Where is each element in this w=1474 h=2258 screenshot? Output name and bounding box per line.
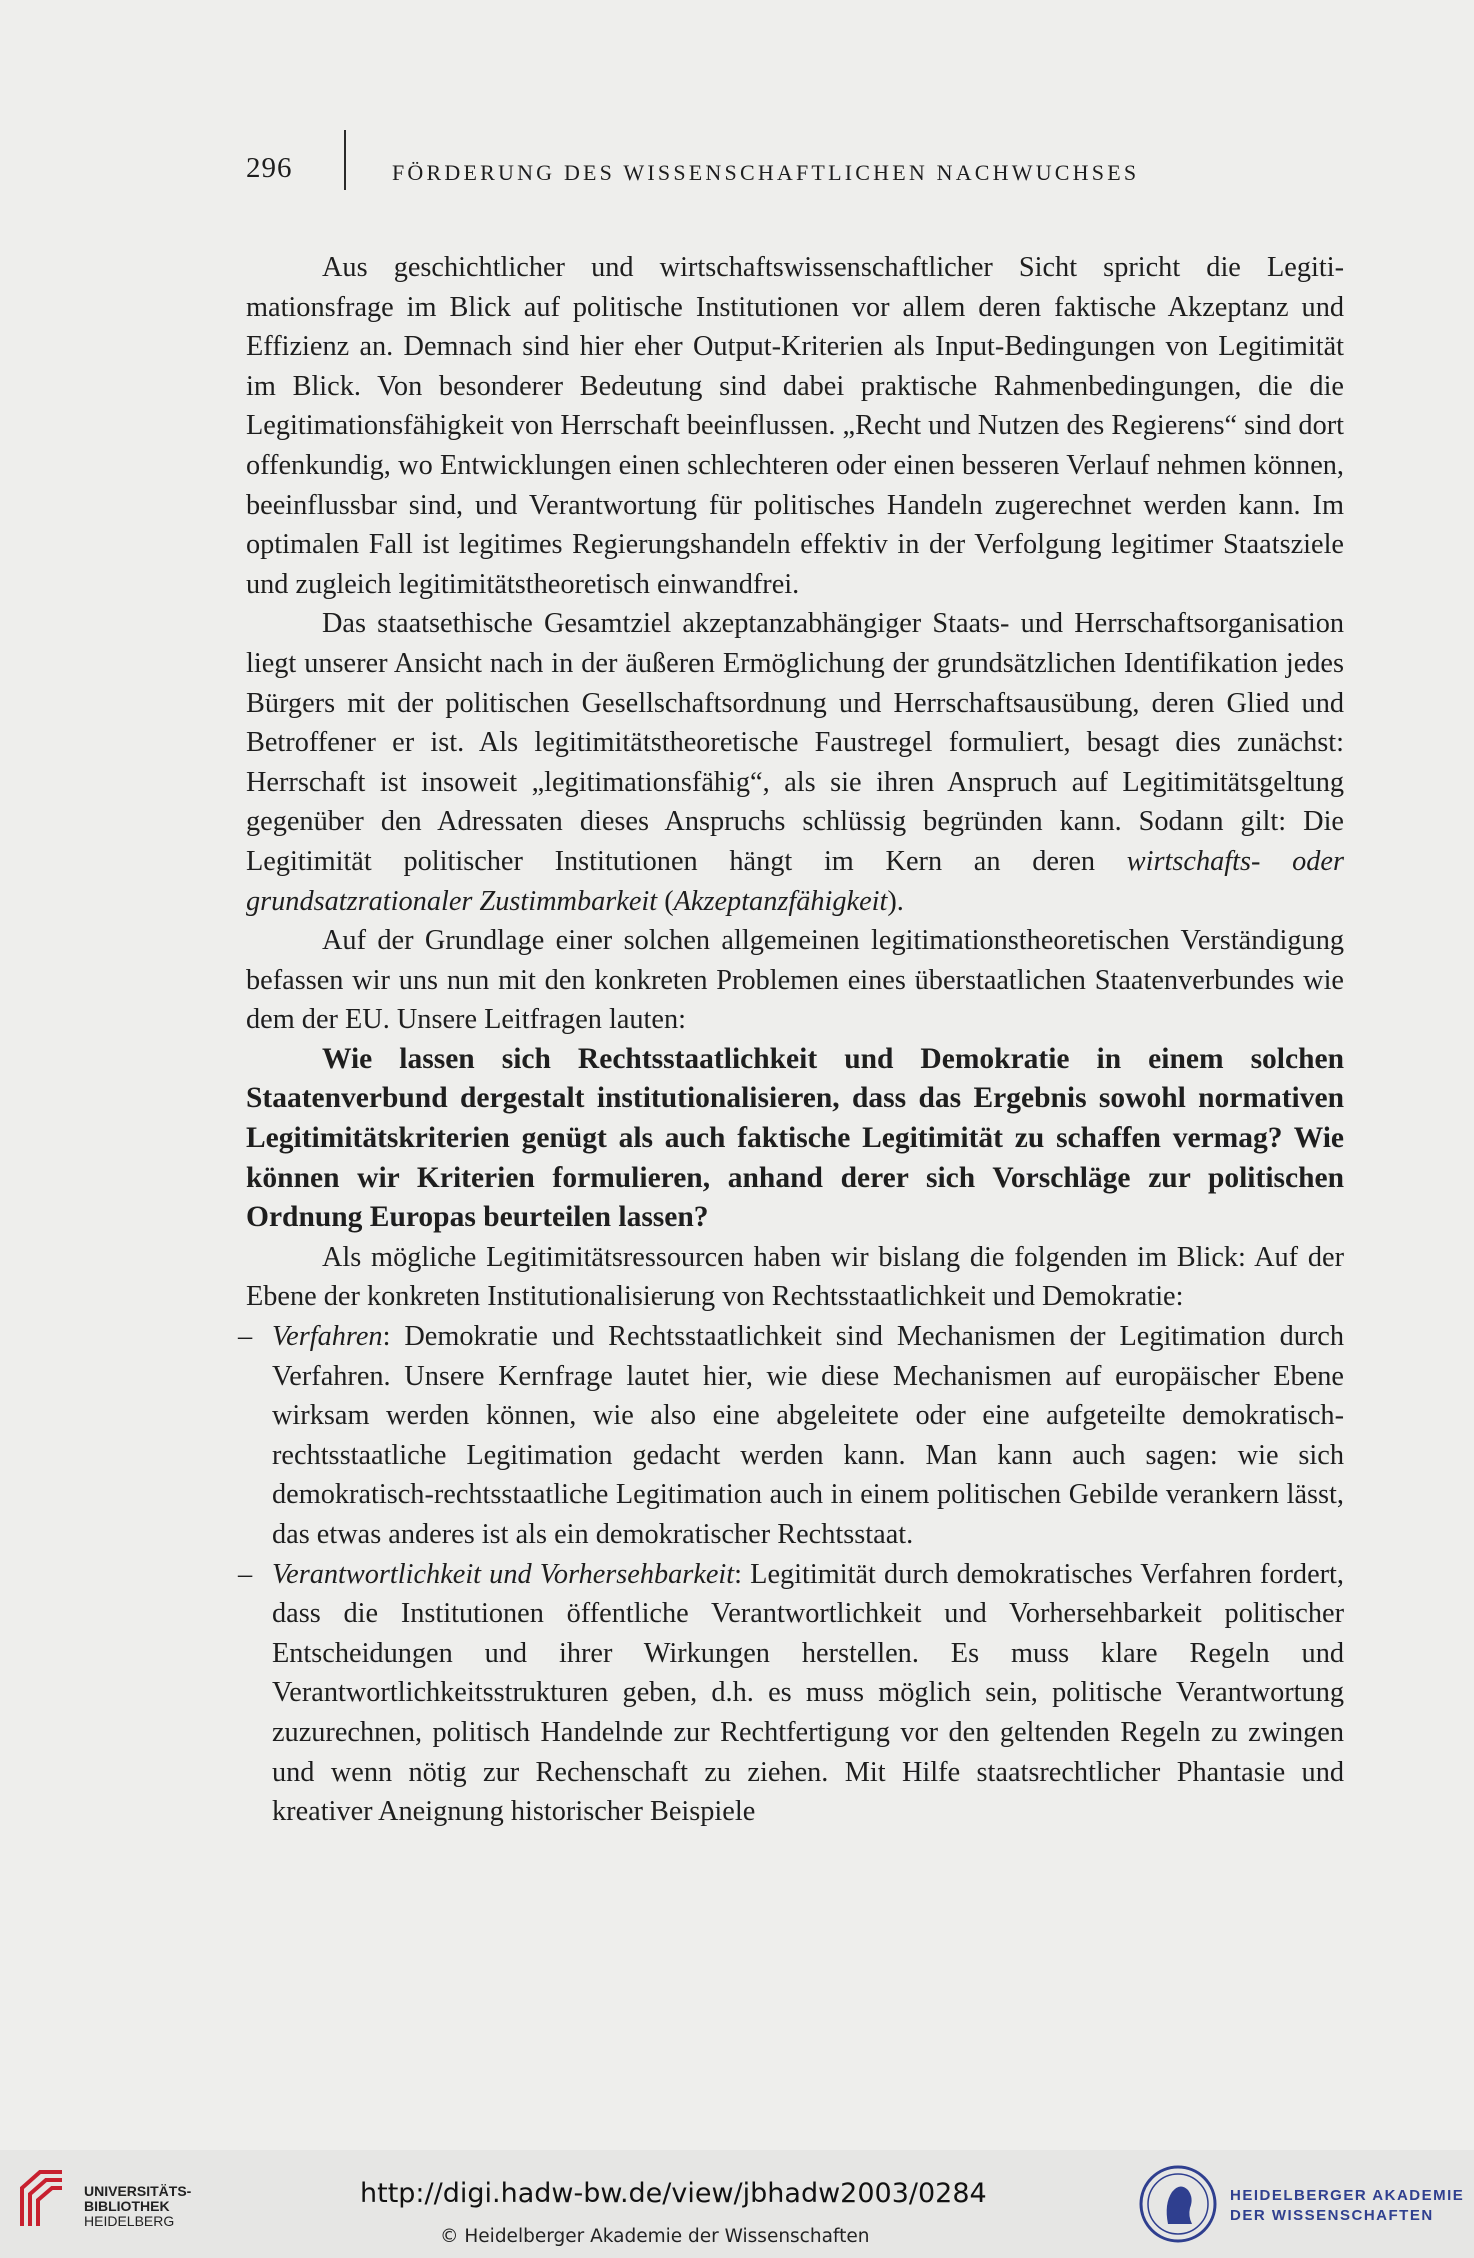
ub-line-2: BIBLIOTHEK — [84, 2198, 170, 2214]
main-text — [238, 248, 1344, 1832]
paragraph-2-italic-term: wirtschafts- oder grundsatzrationaler Zustimmbarkeit — [246, 845, 1344, 917]
list-item-term: Verfahren — [272, 1321, 383, 1353]
copyright-notice: © Heidelberger Akademie der Wissenschaften — [440, 2226, 870, 2247]
list-item-text: : Demokratie und Rechtsstaatlichkeit sind Mechanismen der Legitimation durch Verfahren. Unsere Kernfrage lautet hier, wie diese Mechanismen auf europäischer Ebene wirksam werden können, wie also eine abgeleitete oder eine aufgeteilte demokratisch-rechtsstaatliche Legitimation gedacht werden kann. Man kann auch sagen: wie sich demokratisch-rechtsstaatliche Legitimation auch in einem politischen Gebilde verankern lässt, das etwas anderes ist als ein demokratischer Rechtsstaat. — [272, 1321, 1344, 1550]
paragraph-3: Auf der Grundlage einer solchen allgemeinen legitimationstheoretischen Verständigung befassen wir uns nun mit den konkreten Problemen eines überstaatlichen Staatenverbundes wie dem der EU. Unsere Leitfragen lauten: — [246, 925, 1344, 1036]
list-item — [238, 1317, 1344, 1555]
running-head — [246, 150, 1246, 190]
hadw-line-2: DER WISSENSCHAFTEN — [1230, 2207, 1434, 2224]
list-dash: – — [238, 1321, 253, 1353]
ub-heidelberg-logo-icon — [16, 2164, 68, 2234]
list-dash: – — [238, 1558, 253, 1590]
paragraph-1: Aus geschichtlicher und wirtschaftswissenschaftlicher Sicht spricht die Legitimationsfrage im Blick auf politische Institutionen vor allem deren faktische Akzeptanz und Effizienz an. Demnach sind hier eher Output-Kriterien als Input-Bedingungen von Legitimität im Blick. Von besonderer Bedeutung sind dabei praktische Rahmenbedingungen, die die Legitimationsfähigkeit von Herrschaft beeinflussen. „Recht und Nutzen des Regierens“ sind dort offenkundig, wo Entwicklungen einen schlechteren oder einen besseren Verlauf nehmen können, beeinflussbar sind, und Verantwortung für politisches Handeln zugerechnet werden kann. Im optimalen Fall ist legitimes Regierungshandeln effektiv in der Verfolgung legitimer Staatsziele und zugleich legitimitätstheoretisch einwandfrei. — [246, 252, 1344, 600]
paragraph-2-paren-open: ( — [657, 885, 674, 917]
hadw-seal-icon — [1138, 2164, 1218, 2244]
paragraph-2 — [246, 604, 1344, 921]
source-url-link[interactable]: http://digi.hadw-bw.de/view/jbhadw2003/0284 — [360, 2178, 987, 2209]
list-item-text: : Legitimität durch demokratisches Verfahren fordert, dass die Institutionen öffentliche Verantwortlichkeit und Vorhersehbarkeit politischer Entscheidungen und ihrer Wirkungen herstellen. Es muss klare Regeln und Verantwortlichkeitsstrukturen geben, d.h. es muss möglich sein, politische Verantwortung zuzurechnen, politisch Handelnde zur Rechtfertigung vor den geltenden Regeln zu zwingen und wenn nötig zur Rechenschaft zu ziehen. Mit Hilfe staatsrechtlicher Phantasie und kreativer Aneignung historischer Beispiele — [272, 1558, 1344, 1828]
paragraph-2-end: ). — [887, 885, 904, 917]
paragraph-2-start: Das staatsethische Gesamtziel akzeptanzabhängiger Staats- und Herrschaftsorganisation liegt unserer Ansicht nach in der äußeren Ermöglichung der grundsätzlichen Identifikation jedes Bürgers mit der politischen Gesellschaftsordnung und Herrschaftsausübung, deren Glied und Betroffener er ist. Als legitimitätstheoretische Faustregel formuliert, besagt dies zunächst: Herrschaft ist insoweit „legitimationsfähig“, als sie ihren Anspruch auf Legitimitätsgeltung gegenüber den Adressaten dieses Anspruchs schlüssig begründen kann. Sodann gilt: Die Legitimität politischer Institutionen hängt im Kern an deren — [246, 608, 1344, 877]
page-number: 296 — [246, 152, 293, 184]
guiding-questions: Wie lassen sich Rechtsstaatlichkeit und Demokratie in einem solchen Staatenverbund dergestalt institutionalisieren, dass das Ergebnis sowohl normativen Legitimitätskriterien genügt als auch faktische Legitimität zu schaffen vermag? Wie können wir Kriterien formulieren, anhand derer sich Vorschläge zur politischen Ordnung Europas beurteilen lassen? — [246, 1042, 1344, 1234]
ub-line-1: UNIVERSITÄTS- — [84, 2183, 192, 2199]
running-title: FÖRDERUNG DES WISSENSCHAFTLICHEN NACHWUCHSES — [392, 160, 1140, 185]
list-item-term: Verantwortlichkeit und Vorhersehbarkeit — [272, 1558, 735, 1590]
legitimacy-resources-list — [238, 1317, 1344, 1832]
digitization-footer — [0, 2150, 1474, 2258]
paragraph-2-italic-term-2: Akzeptanzfähigkeit — [673, 885, 888, 917]
ub-heidelberg-name — [84, 2184, 191, 2229]
list-item — [238, 1555, 1344, 1832]
hadw-name — [1230, 2186, 1464, 2226]
ub-line-3: HEIDELBERG — [84, 2213, 175, 2229]
header-divider — [344, 130, 346, 190]
hadw-line-1: HEIDELBERGER AKADEMIE — [1230, 2187, 1465, 2204]
paragraph-4: Als mögliche Legitimitätsressourcen haben wir bislang die folgenden im Blick: Auf der Ebene der konkreten Institutionalisierung von Rechtsstaatlichkeit und Demokratie: — [246, 1241, 1344, 1313]
